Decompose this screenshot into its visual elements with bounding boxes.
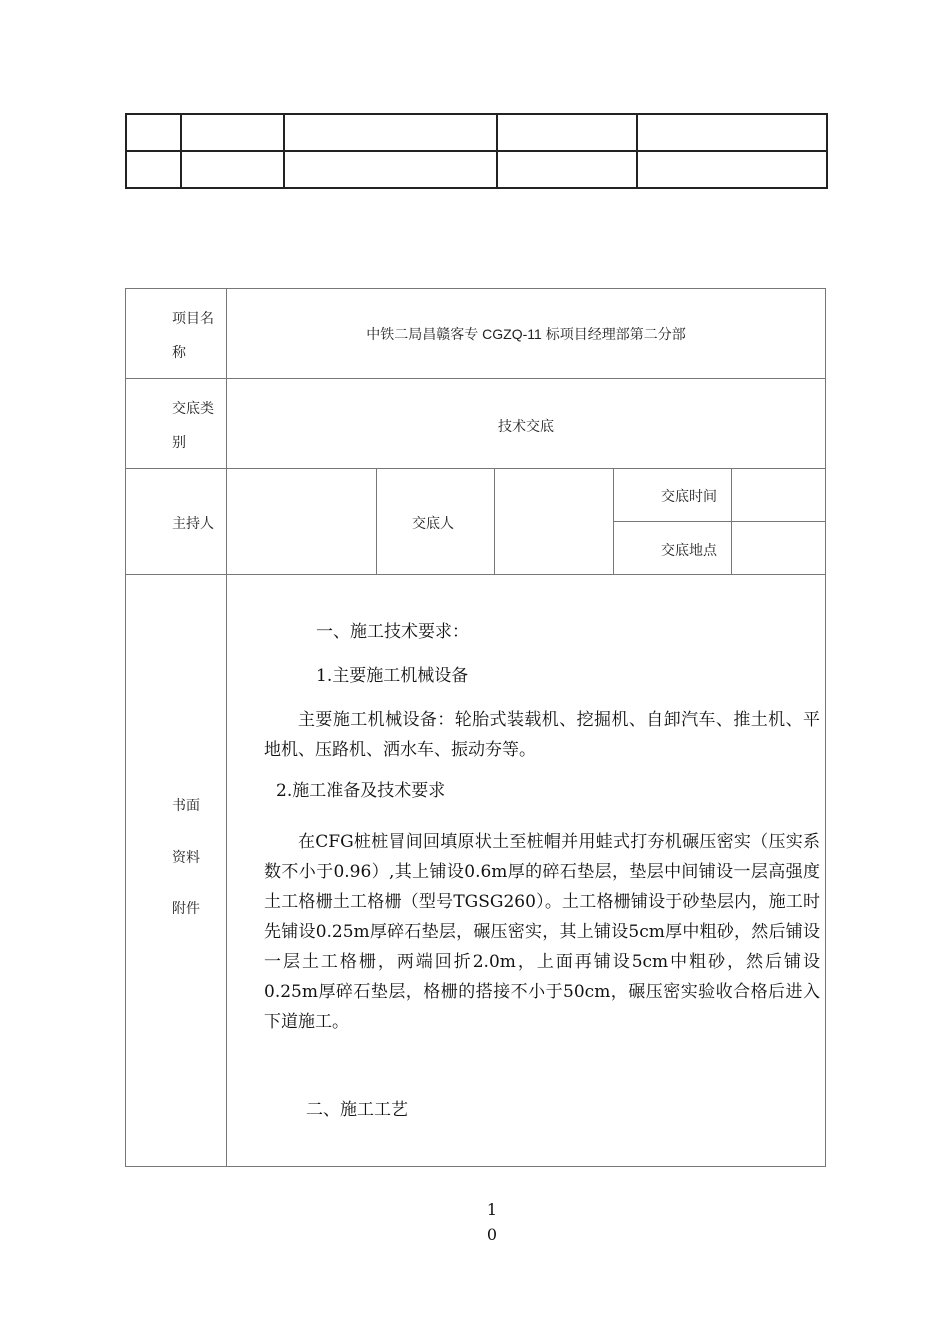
briefing-form: [125, 288, 826, 1167]
briefing-time-label: 交底时间: [661, 488, 717, 504]
row-divider: [126, 468, 825, 469]
row-divider: [126, 378, 825, 379]
presenter-label: 交底人: [412, 515, 454, 531]
page-number-digit: 0: [486, 1225, 498, 1244]
column-divider: [494, 468, 495, 574]
equipment-paragraph: 主要施工机械设备：轮胎式装载机、挖掘机、自卸汽车、推土机、平地机、压路机、洒水车、振动夯等。: [264, 710, 820, 760]
page-number-digit: 1: [486, 1200, 498, 1219]
table-row: [126, 151, 827, 188]
table-cell: [637, 151, 827, 188]
attachment-label-line3: 附件: [172, 900, 200, 916]
table-cell: [497, 151, 637, 188]
table-row: [126, 114, 827, 151]
section-heading-requirements: 一、施工技术要求：: [316, 622, 469, 642]
table-cell: [497, 114, 637, 151]
header-table: [125, 113, 828, 189]
attachment-label-line2: 资料: [172, 849, 200, 865]
preparation-paragraph: 在CFG桩桩冒间回填原状土至桩帽并用蛙式打夯机碾压密实（压实系数不小于0.96）,其上铺设0.6m厚的碎石垫层，垫层中间铺设一层高强度土工格栅土工格栅（型号TGSG260）。土工格栅铺设于砂垫层内，施工时先铺设0.25m厚碎石垫层，碾压密实，其上铺设5cm厚中粗砂，然后铺设一层土工格栅，两端回折2.0m，上面再铺设5cm中粗砂，然后铺设0.25m厚碎石垫层，格栅的搭接不小于50cm，碾压密实验收合格后进入下道施工。: [264, 832, 820, 1032]
page-number: [482, 1197, 502, 1247]
row-divider: [613, 521, 825, 522]
subheading-equipment: 1.主要施工机械设备: [316, 666, 469, 686]
table-cell: [126, 151, 181, 188]
table-cell: [181, 114, 284, 151]
host-label: 主持人: [172, 515, 214, 531]
project-name-label-line1: 项目名: [172, 310, 214, 326]
subheading-preparation: 2.施工准备及技术要求: [276, 781, 446, 801]
table-cell: [181, 151, 284, 188]
table-cell: [284, 151, 497, 188]
briefing-place-label: 交底地点: [661, 542, 717, 558]
row-divider: [126, 574, 825, 575]
table-cell: [637, 114, 827, 151]
briefing-type-label-line1: 交底类: [172, 400, 214, 416]
project-name-value: 中铁二局昌赣客专 CGZQ-11 标项目经理部第二分部: [366, 326, 686, 342]
table-cell: [284, 114, 497, 151]
table-cell: [126, 114, 181, 151]
column-divider: [376, 468, 377, 574]
briefing-type-label-line2: 别: [172, 434, 186, 450]
briefing-type-value: 技术交底: [498, 418, 554, 434]
attachment-label-line1: 书面: [172, 797, 200, 813]
section-heading-process: 二、施工工艺: [306, 1100, 408, 1120]
project-name-label-line2: 称: [172, 344, 186, 360]
